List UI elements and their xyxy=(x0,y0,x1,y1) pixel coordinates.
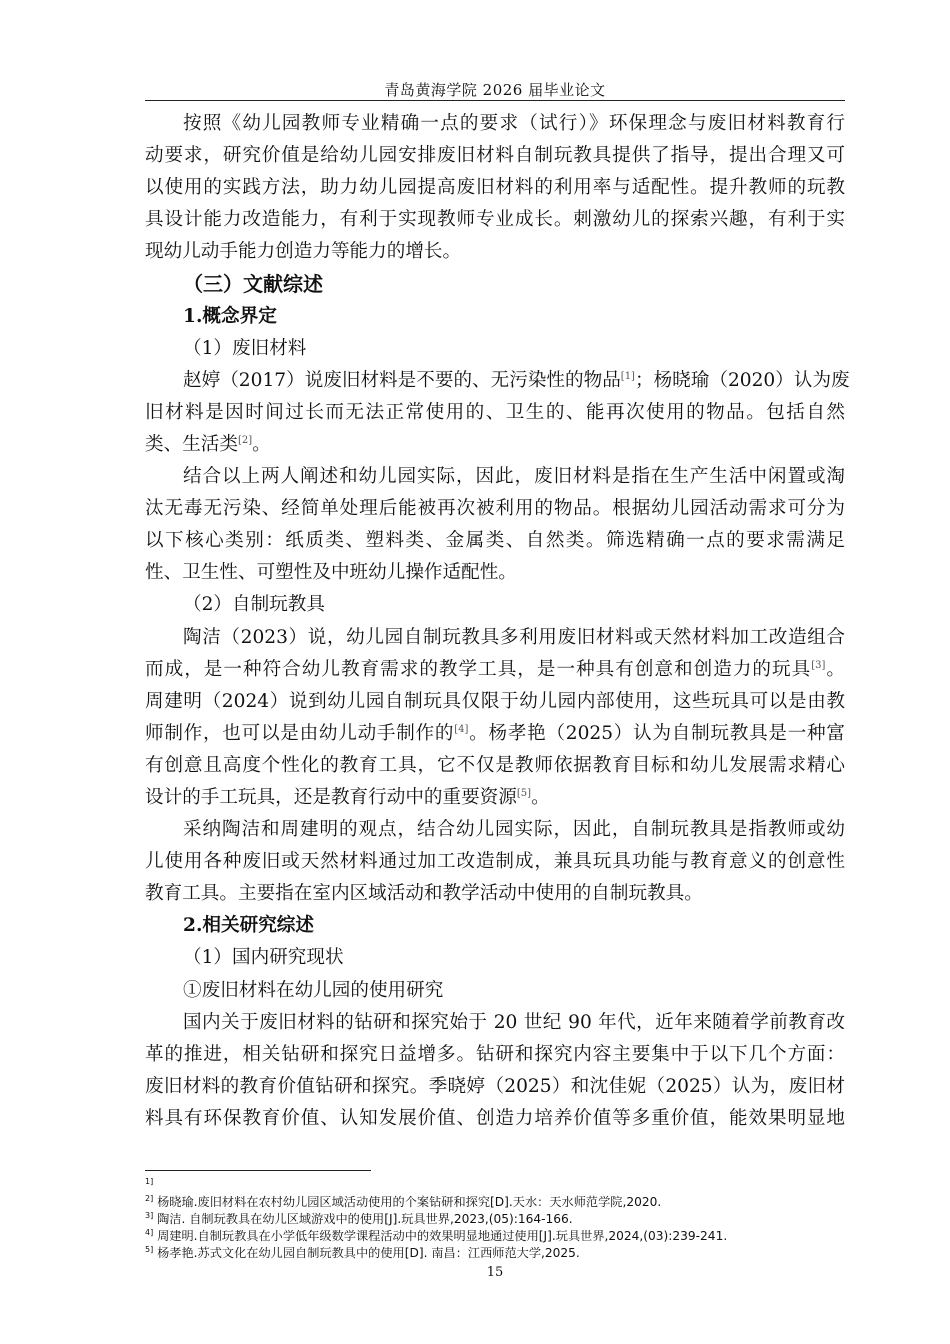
paragraph-line: 以下核心类别：纸质类、塑料类、金属类、自然类。筛选精确一点的要求需满足 xyxy=(145,530,845,552)
subsection-heading: 1.概念界定 xyxy=(183,305,277,327)
footnote-mark: 1] xyxy=(145,1176,154,1186)
header-divider xyxy=(145,100,845,101)
text-run: 师制作，也可以是由幼儿动手制作的 xyxy=(145,722,455,744)
paragraph-line: 动要求，研究价值是给幼儿园安排废旧材料自制玩教具提供了指导，提出合理又可 xyxy=(145,145,845,167)
text-run: 类、生活类 xyxy=(145,433,238,455)
footnote xyxy=(145,1228,845,1245)
footnote xyxy=(145,1177,845,1194)
paragraph-line: 旧材料是因时间过长而无法正常使用的、卫生的、能再次使用的物品。包括自然 xyxy=(145,401,845,423)
paragraph-line: 采纳陶洁和周建明的观点，结合幼儿园实际，因此，自制玩教具是指教师或幼 xyxy=(183,819,845,841)
footnotes xyxy=(145,1177,845,1262)
paragraph-line xyxy=(145,654,845,686)
paragraph-line: 以使用的实践方法，助力幼儿园提高废旧材料的利用率与适配性。提升教师的玩教 xyxy=(145,177,845,199)
paragraph-line xyxy=(145,429,845,461)
text-run: 而成，是一种符合幼儿教育需求的教学工具，是一种具有创意和创造力的玩具 xyxy=(145,658,812,680)
footnote-divider xyxy=(145,1170,371,1171)
paragraph-line xyxy=(145,718,845,750)
paragraph-line: 教育工具。主要指在室内区域活动和教学活动中使用的自制玩教具。 xyxy=(145,883,703,905)
footnote-text: 杨晓瑜.废旧材料在农村幼儿园区域活动使用的个案钻研和探究[D].天水：天水师范学院,2020. xyxy=(157,1195,662,1209)
footnote xyxy=(145,1245,845,1262)
text-run: 设计的手工玩具，还是教育行动中的重要资源 xyxy=(145,786,517,808)
footnote-text: 陶洁. 自制玩教具在幼儿区域游戏中的使用[J].玩具世界,2023,(05):164-166. xyxy=(157,1212,573,1226)
paragraph-line xyxy=(145,782,845,814)
footnote-mark: 4] xyxy=(145,1227,154,1237)
sub-heading: （1）废旧材料 xyxy=(183,337,307,359)
paragraph-line: 具设计能力改造能力，有利于实现教师专业成长。刺激幼儿的探索兴趣，有利于实 xyxy=(145,209,845,231)
footnote-text: 杨孝艳.苏式文化在幼儿园自制玩教具中的使用[D]. 南昌：江西师范大学,2025. xyxy=(157,1246,580,1260)
paragraph-line: 汰无毒无污染、经简单处理后能被再次被利用的物品。根据幼儿园活动需求可分为 xyxy=(145,498,845,520)
citation-ref: [4] xyxy=(454,723,469,735)
paragraph-line: 国内关于废旧材料的钻研和探究始于 20 世纪 90 年代，近年来随着学前教育改 xyxy=(183,1011,845,1033)
footnote-mark: 3] xyxy=(145,1210,154,1220)
text-run: ；杨晓瑜（2020）认为废 xyxy=(634,369,850,391)
text-run: 。 xyxy=(531,786,550,808)
sub-heading: （1）国内研究现状 xyxy=(183,947,344,969)
sub-heading: （2）自制玩教具 xyxy=(183,594,325,616)
citation-ref: [1] xyxy=(620,370,635,382)
footnote-mark: 5] xyxy=(145,1244,154,1254)
footnote xyxy=(145,1211,845,1228)
text-run: 。杨孝艳（2025）认为自制玩教具是一种富 xyxy=(468,722,845,744)
page-header: 青岛黄海学院 2026 届毕业论文 xyxy=(384,81,606,99)
text-run: 。 xyxy=(825,658,845,680)
footnote xyxy=(145,1194,845,1211)
citation-ref: [2] xyxy=(237,434,253,446)
citation-ref: [3] xyxy=(811,659,826,671)
section-heading: （三）文献综述 xyxy=(183,272,323,297)
citation-ref: [5] xyxy=(516,787,532,799)
paragraph-line xyxy=(145,365,850,397)
thesis-body xyxy=(145,108,850,1135)
footnote-mark: 2] xyxy=(145,1193,154,1203)
paragraph-line: 废旧材料的教育价值钻研和探究。季晓婷（2025）和沈佳妮（2025）认为，废旧材 xyxy=(145,1075,845,1097)
page-number: 15 xyxy=(486,1265,504,1280)
paragraph-line: 结合以上两人阐述和幼儿园实际，因此，废旧材料是指在生产生活中闲置或淘 xyxy=(183,466,845,488)
text-run: 赵婷（2017）说废旧材料是不要的、无污染性的物品 xyxy=(183,369,621,391)
subsection-heading: 2.相关研究综述 xyxy=(183,915,314,937)
paragraph-line: 有创意且高度个性化的教育工具，它不仅是教师依据教育目标和幼儿发展需求精心 xyxy=(145,754,845,776)
paragraph-line: 陶洁（2023）说，幼儿园自制玩教具多利用废旧材料或天然材料加工改造组合 xyxy=(183,626,845,648)
text-run: 。 xyxy=(252,433,271,455)
paragraph-line: 革的推进，相关钻研和探究日益增多。钻研和探究内容主要集中于以下几个方面： xyxy=(145,1043,845,1065)
paragraph-line: 料具有环保教育价值、认知发展价值、创造力培养价值等多重价值，能效果明显地 xyxy=(145,1107,845,1129)
paragraph-line: 现幼儿动手能力创造力等能力的增长。 xyxy=(145,241,462,263)
paragraph-line: 周建明（2024）说到幼儿园自制玩具仅限于幼儿园内部使用，这些玩具可以是由教 xyxy=(145,690,845,712)
paragraph-line: 儿使用各种废旧或天然材料通过加工改造制成，兼具玩具功能与教育意义的创意性 xyxy=(145,851,845,873)
footnote-text: 周建明.自制玩教具在小学低年级数学课程活动中的效果明显地通过使用[J].玩具世界,2024,(03):239-241. xyxy=(157,1229,728,1243)
paragraph-line: 性、卫生性、可塑性及中班幼儿操作适配性。 xyxy=(145,562,517,584)
paragraph-line: 按照《幼儿园教师专业精确一点的要求（试行）》环保理念与废旧材料教育行 xyxy=(183,113,845,134)
sub-heading: ①废旧材料在幼儿园的使用研究 xyxy=(183,979,444,1001)
